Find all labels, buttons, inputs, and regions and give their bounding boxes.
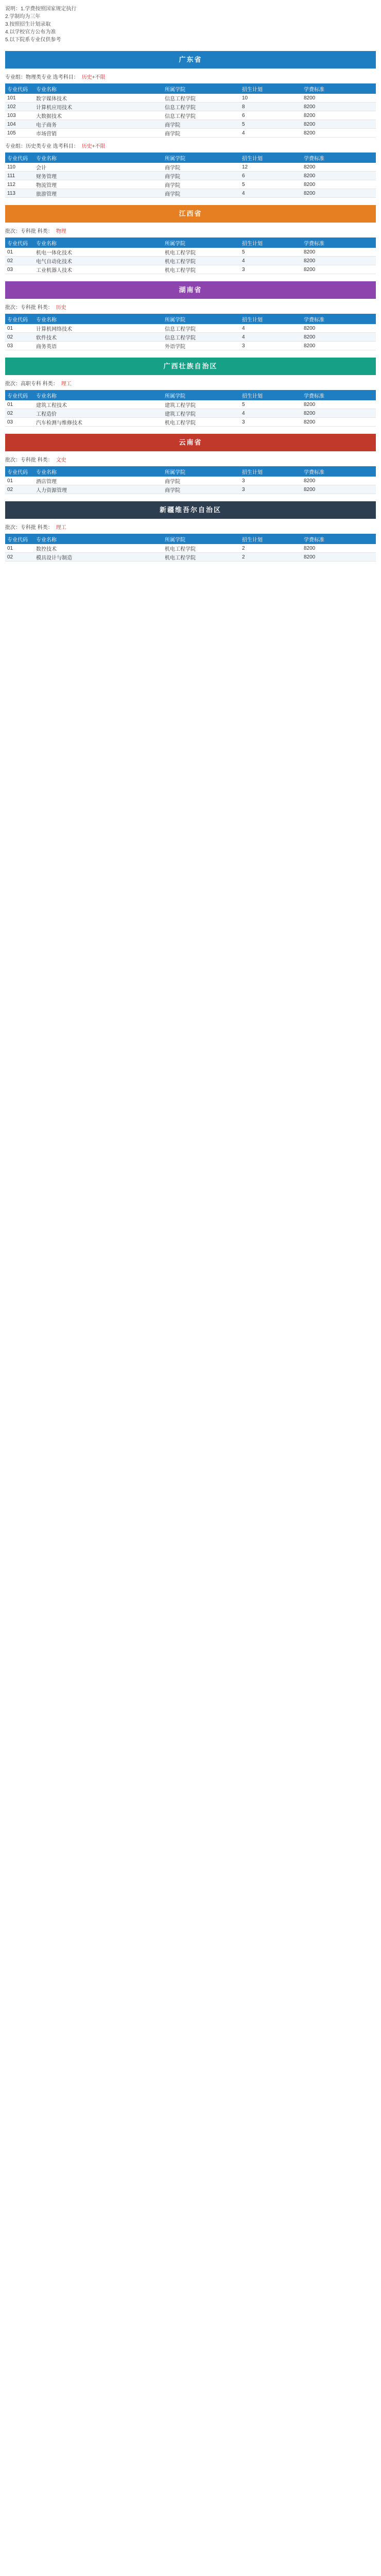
- column-header: 专业名称: [34, 534, 163, 544]
- note-line: 5.以下院系专业仅供参考: [5, 37, 61, 43]
- table-cell: 105: [5, 129, 34, 138]
- table-cell: 商学院: [163, 120, 240, 129]
- table-cell: 104: [5, 120, 34, 129]
- table-row: [5, 418, 376, 427]
- table-cell: 8200: [302, 333, 376, 342]
- table-cell: 5: [240, 248, 302, 257]
- table-cell: 8200: [302, 129, 376, 138]
- group-heading: [5, 228, 376, 236]
- column-header: 学费标准: [302, 534, 376, 544]
- table-cell: 信息工程学院: [163, 324, 240, 333]
- subject-requirement: 历史+不限: [81, 75, 106, 80]
- group-label: 专业组：历史类专业 选考科目：: [5, 144, 79, 149]
- admission-table: [5, 238, 376, 274]
- table-cell: 信息工程学院: [163, 111, 240, 120]
- table-row: [5, 163, 376, 172]
- table-row: [5, 94, 376, 103]
- table-cell: 机电一体化技术: [34, 248, 163, 257]
- table-cell: 汽车检测与维修技术: [34, 418, 163, 427]
- table-cell: 01: [5, 544, 34, 553]
- column-header: 专业代码: [5, 534, 34, 544]
- table-cell: 信息工程学院: [163, 103, 240, 111]
- table-row: [5, 342, 376, 350]
- table-cell: 建筑工程学院: [163, 409, 240, 418]
- table-cell: 02: [5, 333, 34, 342]
- table-cell: 数字媒体技术: [34, 94, 163, 103]
- table-row: [5, 265, 376, 274]
- column-header: 专业代码: [5, 314, 34, 324]
- table-cell: 4: [240, 257, 302, 265]
- table-cell: 6: [240, 172, 302, 180]
- column-header: 专业名称: [34, 238, 163, 248]
- table-header-row: [5, 390, 376, 400]
- table-cell: 8200: [302, 189, 376, 198]
- table-cell: 8200: [302, 257, 376, 265]
- column-header: 招生计划: [240, 390, 302, 400]
- table-cell: 3: [240, 342, 302, 350]
- group-label: 批次：高职专科 科类：: [5, 381, 58, 387]
- group-heading: [5, 456, 376, 465]
- table-cell: 03: [5, 265, 34, 274]
- table-cell: 建筑工程技术: [34, 400, 163, 409]
- table-cell: 机电工程学院: [163, 553, 240, 562]
- table-cell: 3: [240, 485, 302, 494]
- column-header: 招生计划: [240, 152, 302, 163]
- table-cell: 工业机器人技术: [34, 265, 163, 274]
- provinces-container: [5, 51, 376, 562]
- table-cell: 6: [240, 111, 302, 120]
- group-label: 批次：专科批 科类：: [5, 457, 53, 463]
- column-header: 专业代码: [5, 238, 34, 248]
- table-cell: 101: [5, 94, 34, 103]
- subject-requirement: 理工: [61, 381, 72, 387]
- column-header: 专业代码: [5, 390, 34, 400]
- column-header: 学费标准: [302, 314, 376, 324]
- column-header: 招生计划: [240, 83, 302, 94]
- table-cell: 03: [5, 418, 34, 427]
- group-heading: [5, 380, 376, 388]
- table-cell: 财务管理: [34, 172, 163, 180]
- table-row: [5, 257, 376, 265]
- table-cell: 5: [240, 400, 302, 409]
- column-header: 招生计划: [240, 238, 302, 248]
- province-banner: 新疆维吾尔自治区: [5, 501, 376, 519]
- table-row: [5, 189, 376, 198]
- group-heading: [5, 524, 376, 532]
- table-cell: 电气自动化技术: [34, 257, 163, 265]
- column-header: 专业代码: [5, 152, 34, 163]
- group-label: 专业组：物理类专业 选考科目：: [5, 75, 79, 80]
- table-cell: 01: [5, 400, 34, 409]
- table-cell: 8200: [302, 265, 376, 274]
- table-cell: 110: [5, 163, 34, 172]
- note-line: 说明：1.学费按照国家规定执行: [5, 6, 77, 12]
- table-cell: 旅游管理: [34, 189, 163, 198]
- table-row: [5, 477, 376, 485]
- table-cell: 4: [240, 409, 302, 418]
- table-row: [5, 333, 376, 342]
- group-label: 批次：专科批 科类：: [5, 305, 53, 311]
- province-section: [5, 205, 376, 274]
- table-cell: 3: [240, 477, 302, 485]
- table-cell: 02: [5, 409, 34, 418]
- table-row: [5, 120, 376, 129]
- table-cell: 机电工程学院: [163, 248, 240, 257]
- table-cell: 大数据技术: [34, 111, 163, 120]
- table-header-row: [5, 152, 376, 163]
- table-cell: 信息工程学院: [163, 333, 240, 342]
- table-cell: 8200: [302, 120, 376, 129]
- province-section: [5, 358, 376, 427]
- province-section: [5, 281, 376, 350]
- column-header: 专业名称: [34, 152, 163, 163]
- table-cell: 商学院: [163, 129, 240, 138]
- table-cell: 工程造价: [34, 409, 163, 418]
- column-header: 所属学院: [163, 390, 240, 400]
- table-cell: 8200: [302, 409, 376, 418]
- table-cell: 8200: [302, 544, 376, 553]
- table-cell: 商学院: [163, 180, 240, 189]
- table-row: [5, 103, 376, 111]
- table-cell: 10: [240, 94, 302, 103]
- table-cell: 102: [5, 103, 34, 111]
- group-label: 批次：专科批 科类：: [5, 229, 53, 234]
- table-cell: 4: [240, 333, 302, 342]
- table-cell: 酒店管理: [34, 477, 163, 485]
- subject-requirement: 文史: [56, 457, 66, 463]
- table-cell: 8200: [302, 103, 376, 111]
- admission-table: [5, 390, 376, 427]
- note-line: 3.按照招生计划录取: [5, 22, 51, 27]
- table-cell: 机电工程学院: [163, 257, 240, 265]
- table-cell: 8200: [302, 342, 376, 350]
- table-cell: 8200: [302, 111, 376, 120]
- table-row: [5, 172, 376, 180]
- column-header: 学费标准: [302, 152, 376, 163]
- province-section: [5, 434, 376, 494]
- table-cell: 5: [240, 180, 302, 189]
- table-row: [5, 400, 376, 409]
- table-cell: 会计: [34, 163, 163, 172]
- table-cell: 12: [240, 163, 302, 172]
- notes-block: [5, 5, 376, 44]
- table-cell: 商学院: [163, 189, 240, 198]
- table-cell: 3: [240, 265, 302, 274]
- province-banner: 云南省: [5, 434, 376, 451]
- table-row: [5, 129, 376, 138]
- table-cell: 电子商务: [34, 120, 163, 129]
- table-cell: 8: [240, 103, 302, 111]
- table-cell: 商学院: [163, 485, 240, 494]
- table-cell: 机电工程学院: [163, 265, 240, 274]
- table-cell: 物流管理: [34, 180, 163, 189]
- column-header: 专业名称: [34, 314, 163, 324]
- column-header: 所属学院: [163, 238, 240, 248]
- table-cell: 4: [240, 324, 302, 333]
- province-banner: 广东省: [5, 51, 376, 69]
- table-cell: 8200: [302, 485, 376, 494]
- page-root: [0, 0, 381, 572]
- table-header-row: [5, 534, 376, 544]
- group-label: 批次：专科批 科类：: [5, 525, 53, 531]
- column-header: 专业名称: [34, 390, 163, 400]
- table-cell: 5: [240, 120, 302, 129]
- admission-table: [5, 83, 376, 138]
- table-cell: 8200: [302, 418, 376, 427]
- province-banner: 广西壮族自治区: [5, 358, 376, 375]
- table-cell: 商学院: [163, 477, 240, 485]
- table-cell: 02: [5, 485, 34, 494]
- table-row: [5, 544, 376, 553]
- table-cell: 商学院: [163, 163, 240, 172]
- table-cell: 人力资源管理: [34, 485, 163, 494]
- column-header: 招生计划: [240, 534, 302, 544]
- column-header: 专业代码: [5, 466, 34, 477]
- column-header: 专业名称: [34, 83, 163, 94]
- table-cell: 模具设计与制造: [34, 553, 163, 562]
- group-heading: [5, 143, 376, 151]
- column-header: 招生计划: [240, 314, 302, 324]
- subject-requirement: 历史+不限: [81, 144, 106, 149]
- table-cell: 8200: [302, 248, 376, 257]
- table-cell: 03: [5, 342, 34, 350]
- admission-table: [5, 314, 376, 350]
- table-cell: 8200: [302, 553, 376, 562]
- table-cell: 112: [5, 180, 34, 189]
- table-cell: 111: [5, 172, 34, 180]
- table-cell: 数控技术: [34, 544, 163, 553]
- table-row: [5, 324, 376, 333]
- table-cell: 商务英语: [34, 342, 163, 350]
- table-cell: 8200: [302, 180, 376, 189]
- province-banner: 江西省: [5, 205, 376, 223]
- table-row: [5, 180, 376, 189]
- column-header: 专业名称: [34, 466, 163, 477]
- table-cell: 机电工程学院: [163, 418, 240, 427]
- table-cell: 02: [5, 553, 34, 562]
- note-line: 4.以学校官方公布为准: [5, 29, 56, 35]
- column-header: 学费标准: [302, 238, 376, 248]
- table-cell: 01: [5, 324, 34, 333]
- table-cell: 机电工程学院: [163, 544, 240, 553]
- column-header: 所属学院: [163, 534, 240, 544]
- table-header-row: [5, 314, 376, 324]
- admission-table: [5, 152, 376, 198]
- column-header: 学费标准: [302, 390, 376, 400]
- table-cell: 8200: [302, 324, 376, 333]
- subject-requirement: 理工: [56, 525, 66, 531]
- table-cell: 113: [5, 189, 34, 198]
- column-header: 学费标准: [302, 466, 376, 477]
- province-banner: 湖南省: [5, 281, 376, 299]
- table-cell: 计算机应用技术: [34, 103, 163, 111]
- table-cell: 8200: [302, 94, 376, 103]
- table-cell: 8200: [302, 163, 376, 172]
- column-header: 所属学院: [163, 152, 240, 163]
- group-heading: [5, 304, 376, 312]
- table-cell: 4: [240, 129, 302, 138]
- table-cell: 商学院: [163, 172, 240, 180]
- table-cell: 2: [240, 553, 302, 562]
- table-cell: 103: [5, 111, 34, 120]
- column-header: 专业代码: [5, 83, 34, 94]
- admission-table: [5, 466, 376, 494]
- note-line: 2.学制均为三年: [5, 14, 41, 20]
- column-header: 学费标准: [302, 83, 376, 94]
- table-cell: 软件技术: [34, 333, 163, 342]
- table-row: [5, 409, 376, 418]
- table-cell: 计算机网络技术: [34, 324, 163, 333]
- table-row: [5, 111, 376, 120]
- table-cell: 2: [240, 544, 302, 553]
- table-row: [5, 485, 376, 494]
- table-row: [5, 553, 376, 562]
- table-header-row: [5, 466, 376, 477]
- table-header-row: [5, 238, 376, 248]
- column-header: 所属学院: [163, 83, 240, 94]
- table-cell: 3: [240, 418, 302, 427]
- table-cell: 01: [5, 477, 34, 485]
- table-cell: 4: [240, 189, 302, 198]
- table-cell: 02: [5, 257, 34, 265]
- table-cell: 8200: [302, 400, 376, 409]
- admission-table: [5, 534, 376, 562]
- table-cell: 建筑工程学院: [163, 400, 240, 409]
- table-cell: 市场营销: [34, 129, 163, 138]
- table-cell: 8200: [302, 172, 376, 180]
- column-header: 所属学院: [163, 314, 240, 324]
- column-header: 所属学院: [163, 466, 240, 477]
- province-section: [5, 51, 376, 198]
- table-cell: 01: [5, 248, 34, 257]
- table-row: [5, 248, 376, 257]
- table-cell: 信息工程学院: [163, 94, 240, 103]
- province-section: [5, 501, 376, 562]
- column-header: 招生计划: [240, 466, 302, 477]
- group-heading: [5, 74, 376, 82]
- table-cell: 8200: [302, 477, 376, 485]
- table-cell: 外语学院: [163, 342, 240, 350]
- subject-requirement: 物理: [56, 229, 66, 234]
- subject-requirement: 历史: [56, 305, 66, 311]
- table-header-row: [5, 83, 376, 94]
